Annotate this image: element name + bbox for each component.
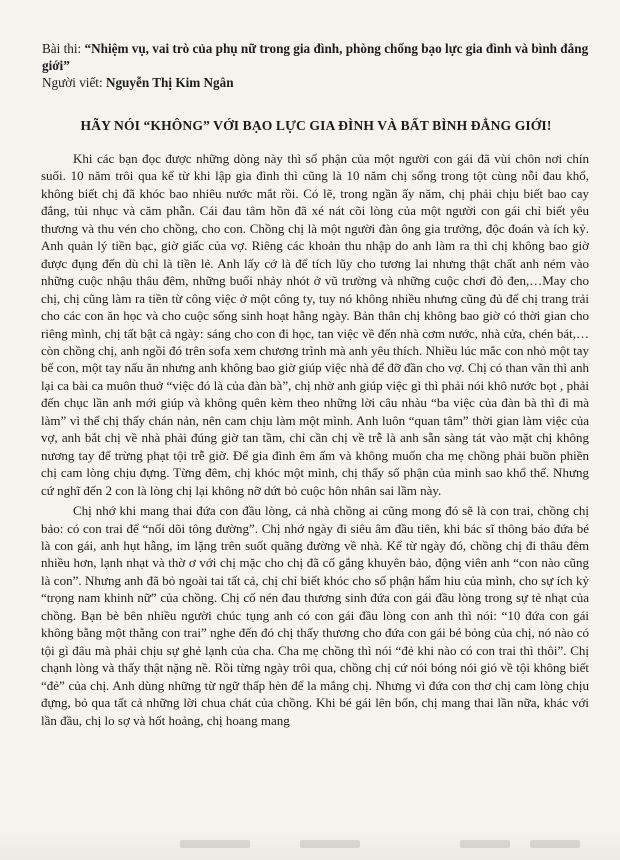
topic-title: “Nhiệm vụ, vai trò của phụ nữ trong gia đình, phòng chống bạo lực gia đình và bình đẳng giới” (42, 41, 589, 73)
paragraph-2: Chị nhớ khi mang thai đứa con đầu lòng, cả nhà chồng ai cũng mong đó sẽ là con trai, chồng chị bảo: có con trai để “nối dõi tông đường”. Chị nhớ ngày đi siêu âm đầu tiên, khi bác sĩ thông báo đứa bé là con gái, anh hụt hẫng, im lặng trên suốt quãng đường về nhà. Kể từ ngày đó, chồng chị đi thâu đêm nhiều hơn, lạnh nhạt và thờ ơ với chị mặc cho chị đã cố gắng khuyên bảo, động viên anh “con nào cũng là con”. Nhưng anh đã bỏ ngoài tai tất cả, chị chỉ biết khóc cho số phận hẩm hiu của mình, cho sự ích kỷ “trọng nam khinh nữ” của chồng. Chị cố nén đau thương sinh đứa con gái đầu lòng trong sự tẻ nhạt của chồng. Bạn bè bên nhiều người chúc tụng anh có con gái đầu lòng con anh thì nói: “10 đứa con gái không bằng một thằng con trai” nghe đến đó chị thấy thương cho đứa con gái bé bỏng của chị, nó nào có tội gì đâu mà phải chịu sự ghẻ lạnh của cha. Cha mẹ chồng thì nói “đẻ khi nào có con trai thì thôi”. Chị chạnh lòng và thấy thật nặng nề. Rồi từng ngày trôi qua, chồng chị cứ nói bóng nói gió về tội không biết “đẻ” của chị. Anh dùng những từ ngữ thấp hèn để la mắng chị. Nhưng vì đứa con thơ chị cam lòng chịu đựng, bỏ qua tất cả những lời chua chát của chồng. Khi bé gái lên bốn, chị mang thai lần nữa, khác với lần đầu, chị lo sợ và hốt hoảng, chị hoang mang (41, 503, 589, 728)
essay-heading: HÃY NÓI “KHÔNG” VỚI BẠO LỰC GIA ĐÌNH VÀ BẤT BÌNH ĐẲNG GIỚI! (80, 118, 552, 133)
paragraph-1: Khi các bạn đọc được những dòng này thì số phận của một người con gái đã vùi chôn nơi chín suối. 10 năm trôi qua kể từ khi lập gia đình thì cũng là 10 năm chị sống trong tột cùng nỗi đau khổ, không biết chị đã khóc bao nhiêu nước mắt rồi. Có lẽ, trong ngần ấy năm, chị phải chịu biết bao cay đắng, tủi nhục và căm phẫn. Cái đau tâm hồn đã xé nát cõi lòng của một người con gái chỉ biết yêu thương và thu vén cho chồng, cho con. Chồng chị là một người đàn ông gia trưởng, độc đoán và ích kỷ. Anh quản lý tiền bạc, giờ giấc của vợ. Riêng các khoản thu nhập do anh làm ra thì chị không bao giờ được đụng đến dù chỉ là tiền lẻ. Anh lấy cớ là để tích lũy cho tương lai nhưng thật chất anh ném vào những cuộc nhậu thâu đêm, những buổi nhảy nhót ở vũ trường và những cuộc chơi đỏ đen,…May cho chị, chị cũng làm ra tiền từ công việc ở một công ty, tuy nó không nhiều nhưng cũng đủ để chị trang trải cho các con ăn học và cho cuộc sống sinh hoạt hằng ngày. Bản thân chị không bao giờ có thời gian cho riêng mình, chị tất bật cả ngày: sáng cho con đi học, tan việc về đến nhà cơm nước, nhà cửa, chén bát,…còn chồng chị, anh ngồi đó trên sofa xem chương trình mà anh yêu thích. Nhiều lúc mắc con nhỏ một tay bế con, một tay nấu ăn nhưng anh không bao giờ giúp việc nhà để đỡ đần cho vợ. Chị có than vãn thì anh lại ca bài ca muôn thuở “việc đó là của đàn bà”, chị nhờ anh giúp việc gì thì phải nói khô nước bọt , phải đến chục lần anh mới giúp và không quên kèm theo những lời câu nhàu “ba việc của đàn bà thì đi mà làm” vì thế chị thấy chán nản, nên cam chịu làm một mình. Anh luôn “quan tâm” thời gian làm việc của vợ, anh bắt chị về nhà phải đúng giờ tan tầm, chỉ cần chị về trễ là anh sẵn sàng tát vào mặt chị không nương tay để trừng phạt tội trễ giờ. Để gia đình êm ấm và không muốn cha mẹ chồng phải buồn phiền chị cam lòng chịu đựng. Từng đêm, chị khóc một mình, chị thấy số phận của mình sao khổ thế. Nhưng cứ nghĩ đến 2 con là lòng chị lại không nỡ dứt bỏ cuộc hôn nhân sai lầm này. (41, 151, 589, 498)
author-label: Người viết: (42, 75, 103, 90)
author-name: Nguyễn Thị Kim Ngân (105, 75, 234, 90)
exam-meta (42, 40, 590, 91)
essay-body (41, 150, 589, 732)
topic-line (42, 40, 590, 74)
author-line (42, 74, 590, 91)
topic-label: Bài thi: (42, 41, 82, 56)
bleed-through-marks (30, 838, 590, 852)
